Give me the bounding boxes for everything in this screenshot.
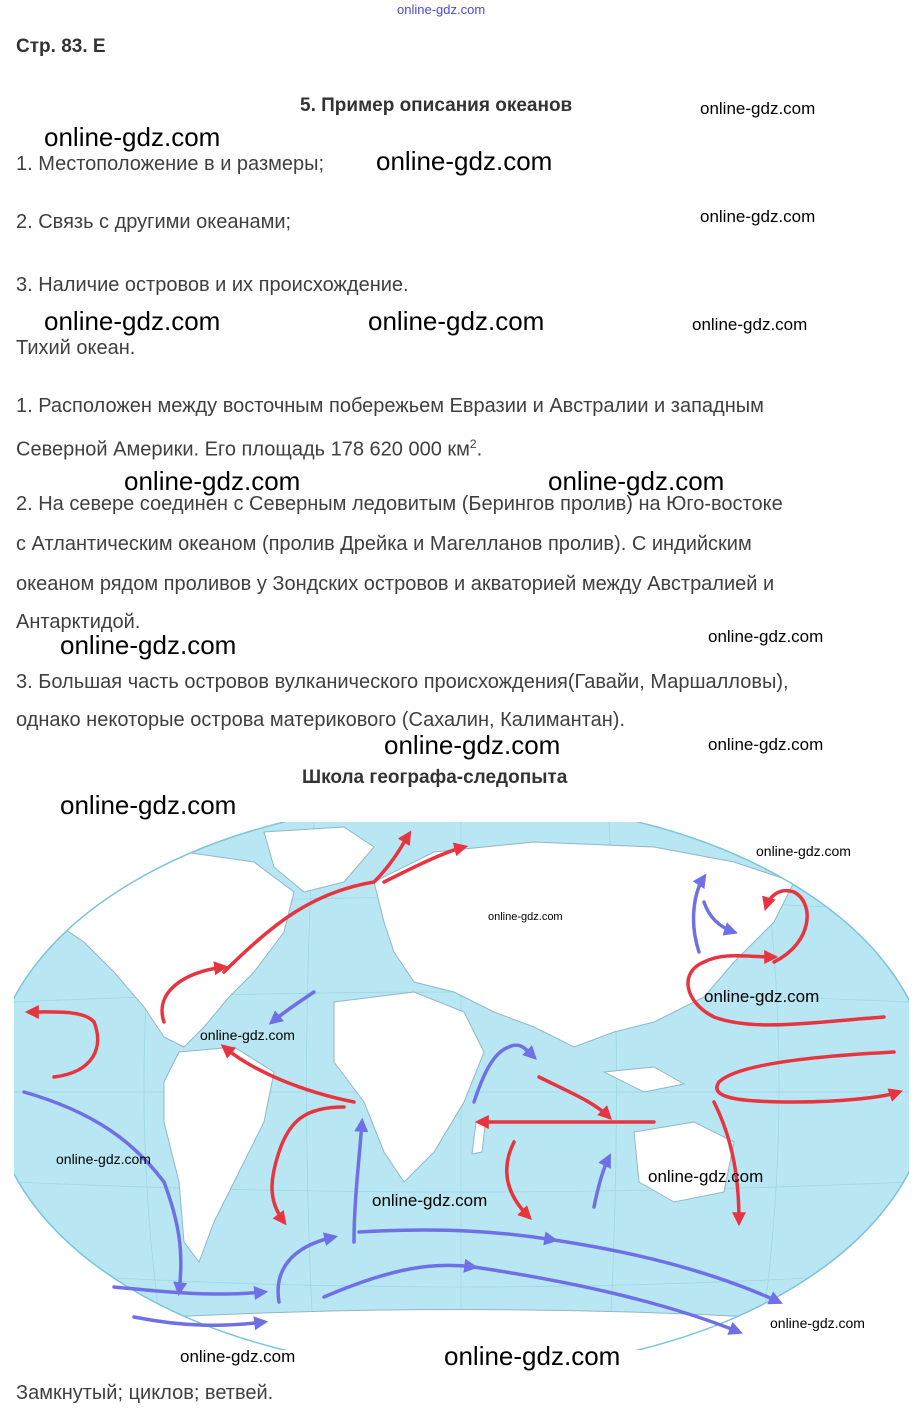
ocean-name: Тихий океан. [16, 337, 136, 359]
section-title: 5. Пример описания океанов [300, 95, 573, 116]
watermark: online-gdz.com [376, 146, 553, 176]
page-reference: Стр. 83. Е [16, 36, 106, 57]
watermark: online-gdz.com [60, 790, 237, 820]
plan-item-2: 2. Связь с другими океанами; [16, 211, 292, 233]
plan-item-3: 3. Наличие островов и их происхождение. [16, 274, 409, 296]
watermark: online-gdz.com [200, 1027, 295, 1043]
answer-2-line-4: Антарктидой. [16, 611, 141, 633]
answer-2-line-3: океаном рядом проливов у Зондских островов и акваторией между Австралией и [16, 573, 775, 595]
answer-1-line-2: Северной Америки. Его площадь 178 620 000 $км^2$. [16, 437, 483, 461]
watermark: online-gdz.com [44, 122, 221, 152]
school-answer: Замкнутый; циклов; ветвей. [16, 1382, 274, 1404]
watermark: online-gdz.com [56, 1151, 151, 1167]
plan-item-1: 1. Местоположение в и размеры; [16, 153, 325, 175]
answer-3-line-1: 3. Большая часть островов вулканического происхождения(Гавайи, Маршалловы), [16, 671, 789, 693]
watermark: online-gdz.com [368, 306, 545, 336]
watermark: online-gdz.com [372, 1191, 488, 1210]
answer-2-line-1: 2. На севере соединен с Северным ледовитым (Берингов пролив) на Юго-востоке [16, 493, 783, 515]
watermark: online-gdz.com [700, 207, 816, 226]
watermark: online-gdz.com [648, 1167, 764, 1186]
watermark: online-gdz.com [700, 99, 816, 118]
watermark: online-gdz.com [444, 1341, 621, 1371]
watermark: online-gdz.com [708, 735, 824, 754]
answer-1-line-1: 1. Расположен между восточным побережьем Евразии и Австралии и западным [16, 395, 764, 417]
top-watermark: online-gdz.com [397, 2, 486, 17]
watermark: online-gdz.com [384, 730, 561, 760]
watermark: online-gdz.com [44, 306, 221, 336]
answer-2-line-2: с Атлантическим океаном (пролив Дрейка и Магелланов пролив). С индийским [16, 533, 752, 555]
watermark: online-gdz.com [708, 627, 824, 646]
ocean-currents-map [14, 822, 909, 1350]
watermark: online-gdz.com [180, 1347, 296, 1366]
watermark: online-gdz.com [770, 1315, 865, 1331]
answer-3-line-2: однако некоторые острова материкового (Сахалин, Калимантан). [16, 709, 625, 731]
watermark: online-gdz.com [756, 843, 851, 859]
watermark: online-gdz.com [60, 630, 237, 660]
school-title: Школа географа-следопыта [302, 767, 568, 788]
watermark: online-gdz.com [548, 466, 725, 496]
watermark: online-gdz.com [124, 466, 301, 496]
watermark: online-gdz.com [488, 911, 563, 923]
watermark: online-gdz.com [704, 987, 820, 1006]
watermark: online-gdz.com [692, 315, 808, 334]
